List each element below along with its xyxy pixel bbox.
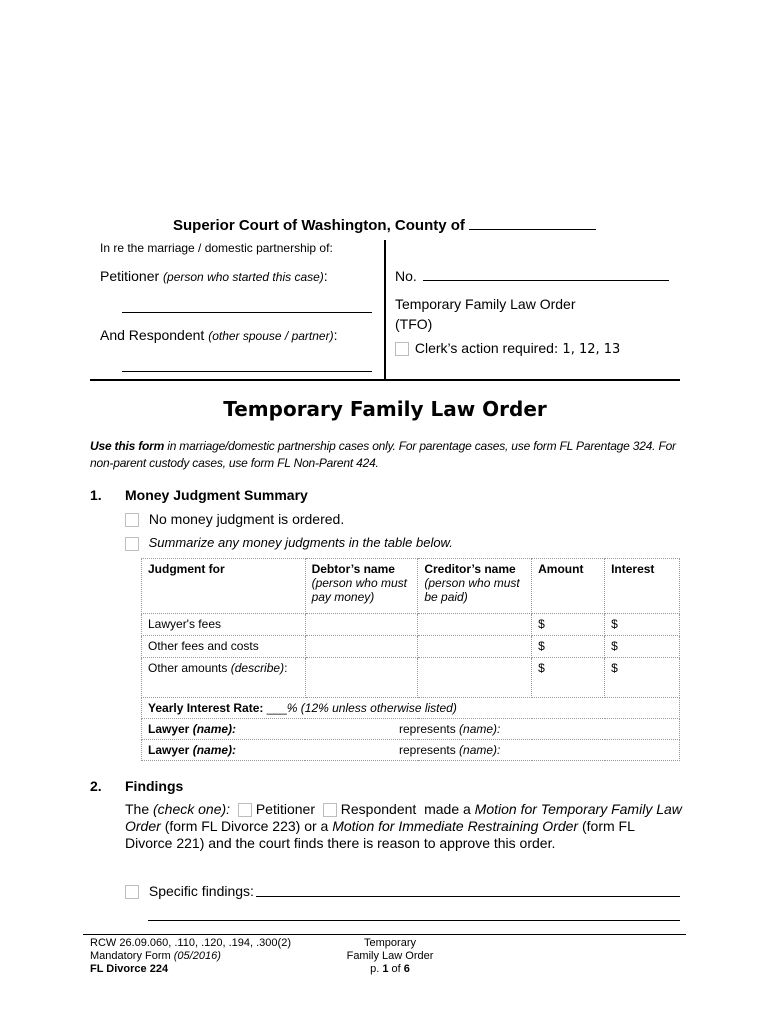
- row-label: Other amounts (describe):: [142, 658, 306, 698]
- header-debtor: Debtor’s name (person who must pay money): [305, 559, 418, 614]
- county-blank[interactable]: [469, 215, 596, 230]
- no-money-judgment-checkbox[interactable]: [125, 513, 139, 527]
- caption-divider: [384, 240, 386, 381]
- in-re-text: In re the marriage / domestic partnership of:: [100, 241, 333, 255]
- case-number-blank[interactable]: [423, 267, 669, 281]
- row-label: Other fees and costs: [142, 636, 306, 658]
- table-row: [142, 614, 680, 636]
- lawyer-row: Lawyer (name): represents (name):: [142, 740, 680, 761]
- respondent-label: And Respondent (other spouse / partner):: [100, 327, 338, 343]
- respondent-name-line[interactable]: [122, 371, 372, 372]
- petitioner-checkbox[interactable]: [238, 803, 252, 817]
- respondent-checkbox[interactable]: [323, 803, 337, 817]
- order-title-line2: (TFO): [395, 316, 433, 332]
- petitioner-name-line[interactable]: [122, 312, 372, 313]
- section1-heading: Money Judgment Summary: [125, 487, 308, 503]
- creditor-cell[interactable]: [418, 658, 532, 698]
- row-label: Lawyer's fees: [142, 614, 306, 636]
- caption-bottom-rule: [90, 379, 680, 381]
- specific-findings-checkbox[interactable]: [125, 885, 139, 899]
- amount-cell[interactable]: $: [532, 658, 605, 698]
- page-number: p. 1 of 6: [370, 963, 410, 975]
- page-title: Temporary Family Law Order: [223, 397, 547, 421]
- amount-cell[interactable]: $: [532, 614, 605, 636]
- order-title-line1: Temporary Family Law Order: [395, 296, 576, 312]
- section1-number: 1.: [90, 487, 102, 503]
- footer-center: Temporary Family Law Order p. 1 of 6: [310, 937, 470, 976]
- option-summarize-judgments: Summarize any money judgments in the table below.: [125, 535, 453, 551]
- section2-heading: Findings: [125, 778, 184, 794]
- table-row: [142, 658, 680, 698]
- debtor-cell[interactable]: [305, 658, 418, 698]
- specific-findings-line-2[interactable]: [148, 920, 680, 921]
- clerk-action-checkbox[interactable]: [395, 342, 409, 356]
- option-no-money-judgment: No money judgment is ordered.: [125, 511, 344, 527]
- specific-findings-line-1[interactable]: [256, 896, 680, 897]
- interest-rate-blank[interactable]: ___: [266, 701, 287, 715]
- court-title: Superior Court of Washington, County of: [173, 215, 596, 234]
- header-amount: Amount: [532, 559, 605, 614]
- petitioner-label: Petitioner (person who started this case):: [100, 268, 328, 284]
- interest-cell[interactable]: $: [605, 614, 680, 636]
- table-row: [142, 636, 680, 658]
- section2-number: 2.: [90, 778, 102, 794]
- money-judgment-table: [141, 558, 680, 761]
- interest-cell[interactable]: $: [605, 658, 680, 698]
- case-number: No.: [395, 267, 669, 284]
- header-creditor: Creditor’s name (person who must be paid): [418, 559, 532, 614]
- footer-left: RCW 26.09.060, .110, .120, .194, .300(2) Mandatory Form (05/2016) FL Divorce 224: [90, 937, 291, 975]
- summarize-judgments-checkbox[interactable]: [125, 537, 139, 551]
- debtor-cell[interactable]: [305, 614, 418, 636]
- clerk-action: Clerk’s action required: 1, 12, 13: [395, 340, 620, 357]
- specific-findings: Specific findings:: [125, 883, 254, 899]
- creditor-cell[interactable]: [418, 636, 532, 658]
- header-judgment-for: Judgment for: [142, 559, 306, 614]
- table-header-row: [142, 559, 680, 614]
- yearly-interest-row: Yearly Interest Rate: ___% (12% unless otherwise listed): [142, 698, 680, 719]
- instructions: Use this form in marriage/domestic partnership cases only. For parentage cases, use form FL Parentage 324. For non-parent custody cases, use form FL Non-Parent 424.: [90, 439, 676, 470]
- amount-cell[interactable]: $: [532, 636, 605, 658]
- interest-cell[interactable]: $: [605, 636, 680, 658]
- footer-rule: [83, 934, 686, 935]
- header-interest: Interest: [605, 559, 680, 614]
- findings-paragraph: The (check one): Petitioner Respondent made a Motion for Temporary Family Law Order (form FL Divorce 223) or a Motion for Immediate Restraining Order (form FL Divorce 221) and the court finds there is reason to approve this order.: [125, 801, 682, 851]
- debtor-cell[interactable]: [305, 636, 418, 658]
- creditor-cell[interactable]: [418, 614, 532, 636]
- lawyer-row: Lawyer (name): represents (name):: [142, 719, 680, 740]
